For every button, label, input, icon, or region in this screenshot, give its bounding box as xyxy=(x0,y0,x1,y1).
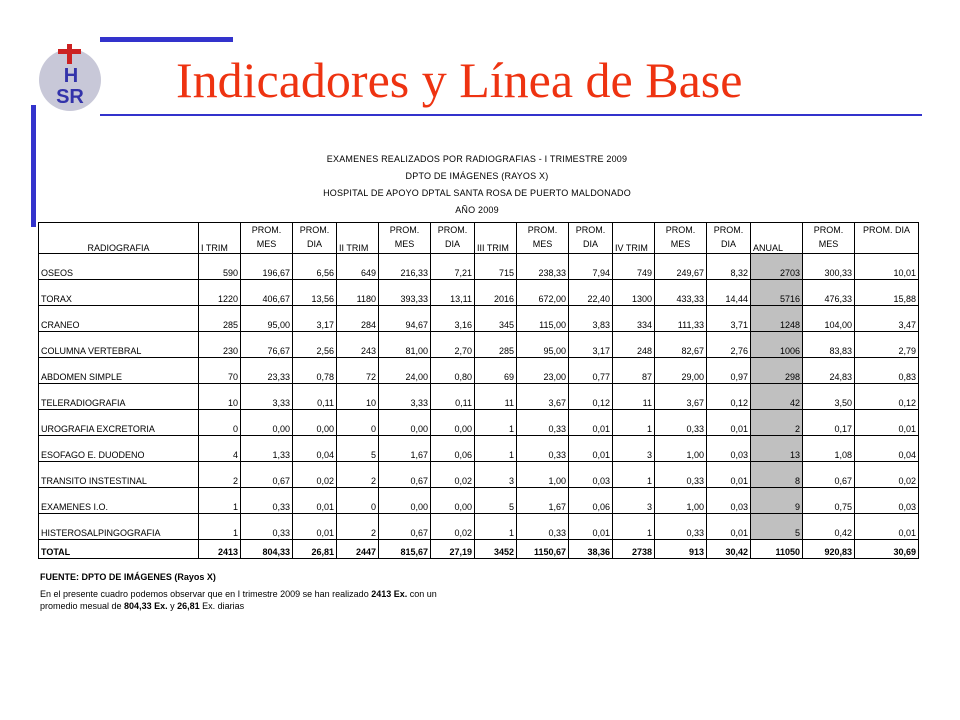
column-header: PROM. MES xyxy=(655,223,707,254)
table-caption-2: DPTO DE IMÁGENES (RAYOS X) xyxy=(405,171,549,181)
table-cell: 2,70 xyxy=(431,332,475,358)
page-title: Indicadores y Línea de Base xyxy=(176,52,743,108)
decorative-bar-left xyxy=(31,105,36,227)
table-cell: 393,33 xyxy=(379,280,431,306)
table-cell: 2413 xyxy=(199,540,241,559)
table-cell: 95,00 xyxy=(517,332,569,358)
table-cell: 1300 xyxy=(613,280,655,306)
table-cell: 0,01 xyxy=(293,488,337,514)
row-label-cell: UROGRAFIA EXCRETORIA xyxy=(39,410,199,436)
table-cell: 11 xyxy=(475,384,517,410)
table-cell: 1,33 xyxy=(241,436,293,462)
table-cell: 0,33 xyxy=(655,462,707,488)
table-cell: 0,33 xyxy=(241,488,293,514)
row-label-cell: TOTAL xyxy=(39,540,199,559)
table-cell: 10 xyxy=(337,384,379,410)
table-cell: 0 xyxy=(337,410,379,436)
table-cell: 2703 xyxy=(751,254,803,280)
table-cell: 230 xyxy=(199,332,241,358)
row-label-cell: EXAMENES I.O. xyxy=(39,488,199,514)
table-cell: 1248 xyxy=(751,306,803,332)
table-cell: 815,67 xyxy=(379,540,431,559)
table-cell: 0,00 xyxy=(431,410,475,436)
column-header: PROM. MES xyxy=(379,223,431,254)
table-cell: 345 xyxy=(475,306,517,332)
table-cell: 0,75 xyxy=(803,488,855,514)
row-label-cell: CRANEO xyxy=(39,306,199,332)
table-cell: 24,83 xyxy=(803,358,855,384)
table-cell: 9 xyxy=(751,488,803,514)
hospital-logo xyxy=(34,40,106,112)
decorative-bar-top xyxy=(100,37,233,42)
table-cell: 0,12 xyxy=(569,384,613,410)
table-row xyxy=(39,254,919,280)
column-header: PROM. DIA xyxy=(293,223,337,254)
table-source: FUENTE: DPTO DE IMÁGENES (Rayos X) xyxy=(40,572,216,582)
table-cell: 804,33 xyxy=(241,540,293,559)
table-cell: 115,00 xyxy=(517,306,569,332)
table-cell: 0,12 xyxy=(855,384,919,410)
table-cell: 1 xyxy=(475,514,517,540)
table-row xyxy=(39,436,919,462)
table-cell: 0,11 xyxy=(293,384,337,410)
note-text: con un xyxy=(407,589,437,599)
table-cell: 1180 xyxy=(337,280,379,306)
table-caption-1: EXAMENES REALIZADOS POR RADIOGRAFIAS - I TRIMESTRE 2009 xyxy=(326,154,628,164)
table-cell: 3,33 xyxy=(241,384,293,410)
table-cell: 29,00 xyxy=(655,358,707,384)
table-cell: 104,00 xyxy=(803,306,855,332)
table-cell: 23,00 xyxy=(517,358,569,384)
table-cell: 0,03 xyxy=(569,462,613,488)
table-cell: 0,00 xyxy=(379,410,431,436)
table-cell: 0,01 xyxy=(855,410,919,436)
table-cell: 1150,67 xyxy=(517,540,569,559)
table-cell: 0,80 xyxy=(431,358,475,384)
column-header: PROM. DIA xyxy=(707,223,751,254)
note-daily-average: 26,81 xyxy=(177,601,200,611)
table-cell: 0,04 xyxy=(293,436,337,462)
column-header: RADIOGRAFIA xyxy=(39,223,199,254)
table-cell: 3,71 xyxy=(707,306,751,332)
table-cell: 0,33 xyxy=(517,436,569,462)
column-header: II TRIM xyxy=(337,223,379,254)
table-cell: 0,00 xyxy=(431,488,475,514)
table-cell: 300,33 xyxy=(803,254,855,280)
table-cell: 0,12 xyxy=(707,384,751,410)
table-cell: 14,44 xyxy=(707,280,751,306)
table-cell: 1 xyxy=(475,436,517,462)
table-header-row xyxy=(39,223,919,254)
table-cell: 0,33 xyxy=(655,410,707,436)
table-cell: 1006 xyxy=(751,332,803,358)
table-cell: 0,01 xyxy=(707,514,751,540)
table-cell: 0,01 xyxy=(569,514,613,540)
table-cell: 26,81 xyxy=(293,540,337,559)
table-cell: 0,02 xyxy=(431,514,475,540)
table-cell: 3 xyxy=(475,462,517,488)
table-cell: 0,33 xyxy=(517,514,569,540)
table-cell: 0,02 xyxy=(293,462,337,488)
table-cell: 298 xyxy=(751,358,803,384)
table-cell: 0,67 xyxy=(241,462,293,488)
table-cell: 15,88 xyxy=(855,280,919,306)
table-cell: 3452 xyxy=(475,540,517,559)
table-cell: 111,33 xyxy=(655,306,707,332)
table-row xyxy=(39,332,919,358)
table-cell: 81,00 xyxy=(379,332,431,358)
table-row xyxy=(39,462,919,488)
table-cell: 1 xyxy=(613,462,655,488)
row-label-cell: HISTEROSALPINGOGRAFIA xyxy=(39,514,199,540)
table-cell: 82,67 xyxy=(655,332,707,358)
table-cell: 0,67 xyxy=(379,514,431,540)
table-cell: 0,83 xyxy=(855,358,919,384)
table-cell: 3,67 xyxy=(517,384,569,410)
table-cell: 0,33 xyxy=(241,514,293,540)
table-cell: 1220 xyxy=(199,280,241,306)
table-cell: 3,17 xyxy=(569,332,613,358)
table-cell: 2,76 xyxy=(707,332,751,358)
table-cell: 1,00 xyxy=(517,462,569,488)
table-cell: 5716 xyxy=(751,280,803,306)
title-underline xyxy=(100,114,922,116)
table-cell: 7,94 xyxy=(569,254,613,280)
table-cell: 243 xyxy=(337,332,379,358)
table-cell: 42 xyxy=(751,384,803,410)
column-header: ANUAL xyxy=(751,223,803,254)
table-cell: 0,01 xyxy=(569,410,613,436)
table-cell: 13,11 xyxy=(431,280,475,306)
table-cell: 0,01 xyxy=(293,514,337,540)
table-cell: 285 xyxy=(199,306,241,332)
table-cell: 2,56 xyxy=(293,332,337,358)
note-monthly-average: 804,33 Ex. xyxy=(124,601,168,611)
table-cell: 590 xyxy=(199,254,241,280)
table-cell: 406,67 xyxy=(241,280,293,306)
table-cell: 0,78 xyxy=(293,358,337,384)
table-cell: 913 xyxy=(655,540,707,559)
table-cell: 30,42 xyxy=(707,540,751,559)
table-cell: 11 xyxy=(613,384,655,410)
table-cell: 38,36 xyxy=(569,540,613,559)
table-cell: 433,33 xyxy=(655,280,707,306)
table-cell: 715 xyxy=(475,254,517,280)
table-cell: 0,01 xyxy=(855,514,919,540)
table-cell: 2,79 xyxy=(855,332,919,358)
table-cell: 0,00 xyxy=(241,410,293,436)
table-cell: 2 xyxy=(199,462,241,488)
table-cell: 2738 xyxy=(613,540,655,559)
table-cell: 0,03 xyxy=(707,488,751,514)
table-cell: 0,77 xyxy=(569,358,613,384)
table-cell: 1,00 xyxy=(655,488,707,514)
table-cell: 248 xyxy=(613,332,655,358)
table-cell: 476,33 xyxy=(803,280,855,306)
table-cell: 0,67 xyxy=(803,462,855,488)
table-cell: 76,67 xyxy=(241,332,293,358)
table-cell: 1 xyxy=(613,410,655,436)
table-cell: 3,83 xyxy=(569,306,613,332)
table-cell: 3,47 xyxy=(855,306,919,332)
table-cell: 0,01 xyxy=(569,436,613,462)
table-cell: 70 xyxy=(199,358,241,384)
note-text: promedio mesual de xyxy=(40,601,125,611)
table-row xyxy=(39,514,919,540)
table-cell: 3,50 xyxy=(803,384,855,410)
table-cell: 249,67 xyxy=(655,254,707,280)
table-cell: 10 xyxy=(199,384,241,410)
column-header: PROM. MES xyxy=(517,223,569,254)
table-cell: 196,67 xyxy=(241,254,293,280)
column-header: I TRIM xyxy=(199,223,241,254)
table-cell: 5 xyxy=(337,436,379,462)
table-cell: 2447 xyxy=(337,540,379,559)
table-cell: 83,83 xyxy=(803,332,855,358)
row-label-cell: ESOFAGO E. DUODENO xyxy=(39,436,199,462)
table-cell: 22,40 xyxy=(569,280,613,306)
table-cell: 87 xyxy=(613,358,655,384)
table-note xyxy=(40,588,560,612)
table-cell: 0,33 xyxy=(655,514,707,540)
table-cell: 3,17 xyxy=(293,306,337,332)
radiography-table xyxy=(38,222,919,559)
table-cell: 0,00 xyxy=(379,488,431,514)
row-label-cell: TELERADIOGRAFIA xyxy=(39,384,199,410)
table-cell: 5 xyxy=(475,488,517,514)
table-cell: 95,00 xyxy=(241,306,293,332)
table-cell: 3,67 xyxy=(655,384,707,410)
column-header: PROM. DIA xyxy=(569,223,613,254)
note-text: En el presente cuadro podemos observar que en I trimestre 2009 se han realizado xyxy=(40,589,372,599)
logo-letters-top: H xyxy=(63,65,79,87)
logo-cross-horizontal xyxy=(58,49,81,54)
row-label-cell: TORAX xyxy=(39,280,199,306)
table-cell: 0,97 xyxy=(707,358,751,384)
table-cell: 216,33 xyxy=(379,254,431,280)
table-cell: 1 xyxy=(199,514,241,540)
table-cell: 2 xyxy=(337,514,379,540)
table-cell: 5 xyxy=(751,514,803,540)
table-cell: 27,19 xyxy=(431,540,475,559)
row-label-cell: OSEOS xyxy=(39,254,199,280)
row-label-cell: ABDOMEN SIMPLE xyxy=(39,358,199,384)
table-cell: 13 xyxy=(751,436,803,462)
note-total-exams: 2413 Ex. xyxy=(371,589,408,599)
table-cell: 4 xyxy=(199,436,241,462)
table-cell: 3 xyxy=(613,488,655,514)
table-cell: 0,02 xyxy=(431,462,475,488)
table-cell: 920,83 xyxy=(803,540,855,559)
table-row xyxy=(39,410,919,436)
table-cell: 0 xyxy=(199,410,241,436)
table-cell: 23,33 xyxy=(241,358,293,384)
table-cell: 13,56 xyxy=(293,280,337,306)
table-cell: 0,01 xyxy=(707,462,751,488)
table-cell: 0 xyxy=(337,488,379,514)
table-cell: 2016 xyxy=(475,280,517,306)
table-cell: 1,08 xyxy=(803,436,855,462)
table-cell: 7,21 xyxy=(431,254,475,280)
table-cell: 672,00 xyxy=(517,280,569,306)
table-cell: 284 xyxy=(337,306,379,332)
table-cell: 1,00 xyxy=(655,436,707,462)
table-cell: 94,67 xyxy=(379,306,431,332)
column-header: III TRIM xyxy=(475,223,517,254)
table-cell: 1 xyxy=(475,410,517,436)
table-cell: 6,56 xyxy=(293,254,337,280)
table-cell: 3,16 xyxy=(431,306,475,332)
table-cell: 1 xyxy=(613,514,655,540)
table-cell: 0,00 xyxy=(293,410,337,436)
table-cell: 2 xyxy=(751,410,803,436)
table-row xyxy=(39,306,919,332)
table-cell: 0,33 xyxy=(517,410,569,436)
row-label-cell: TRANSITO INSTESTINAL xyxy=(39,462,199,488)
column-header: PROM. MES xyxy=(241,223,293,254)
table-cell: 1,67 xyxy=(379,436,431,462)
table-cell: 285 xyxy=(475,332,517,358)
table-cell: 2 xyxy=(337,462,379,488)
table-cell: 10,01 xyxy=(855,254,919,280)
column-header: PROM. DIA xyxy=(855,223,919,254)
column-header: PROM. MES xyxy=(803,223,855,254)
table-cell: 0,03 xyxy=(707,436,751,462)
table-cell: 1,67 xyxy=(517,488,569,514)
table-row xyxy=(39,384,919,410)
table-row xyxy=(39,358,919,384)
table-cell: 0,06 xyxy=(431,436,475,462)
table-cell: 749 xyxy=(613,254,655,280)
logo-letters-bottom: SR xyxy=(56,86,84,108)
table-cell: 0,17 xyxy=(803,410,855,436)
table-cell: 3 xyxy=(613,436,655,462)
table-cell: 0,02 xyxy=(855,462,919,488)
table-cell: 238,33 xyxy=(517,254,569,280)
note-text: Ex. diarias xyxy=(199,601,245,611)
table-cell: 0,11 xyxy=(431,384,475,410)
column-header: IV TRIM xyxy=(613,223,655,254)
table-cell: 0,04 xyxy=(855,436,919,462)
table-caption-3: HOSPITAL DE APOYO DPTAL SANTA ROSA DE PUERTO MALDONADO xyxy=(323,188,631,198)
table-cell: 8 xyxy=(751,462,803,488)
table-cell: 1 xyxy=(199,488,241,514)
table-cell: 11050 xyxy=(751,540,803,559)
table-caption-4: AÑO 2009 xyxy=(455,205,499,215)
table-row xyxy=(39,280,919,306)
table-cell: 0,06 xyxy=(569,488,613,514)
table-cell: 8,32 xyxy=(707,254,751,280)
table-cell: 72 xyxy=(337,358,379,384)
row-label-cell: COLUMNA VERTEBRAL xyxy=(39,332,199,358)
table-cell: 69 xyxy=(475,358,517,384)
table-cell: 0,03 xyxy=(855,488,919,514)
table-cell: 649 xyxy=(337,254,379,280)
table-row xyxy=(39,488,919,514)
table-total-row xyxy=(39,540,919,559)
table-cell: 334 xyxy=(613,306,655,332)
table-cell: 0,67 xyxy=(379,462,431,488)
note-text: y xyxy=(167,601,178,611)
table-cell: 0,42 xyxy=(803,514,855,540)
table-cell: 0,01 xyxy=(707,410,751,436)
table-cell: 30,69 xyxy=(855,540,919,559)
table-cell: 3,33 xyxy=(379,384,431,410)
column-header: PROM. DIA xyxy=(431,223,475,254)
table-cell: 24,00 xyxy=(379,358,431,384)
